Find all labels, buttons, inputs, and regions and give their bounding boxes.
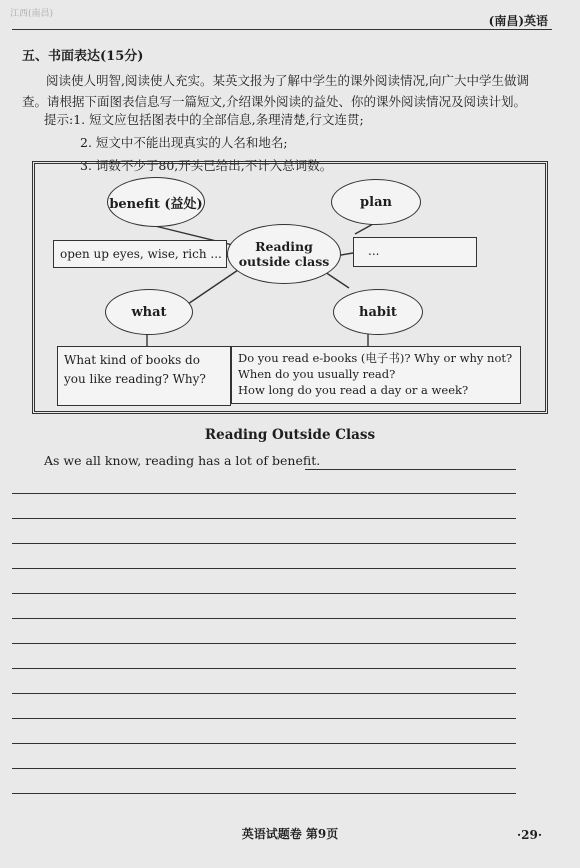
writing-line <box>12 618 516 619</box>
writing-line <box>12 793 516 794</box>
writing-line <box>12 768 516 769</box>
habit-question-1: Do you read e-books (电子书)? Why or why not? <box>238 351 513 365</box>
writing-line <box>12 693 516 694</box>
header-subject: (南昌)英语 <box>488 14 548 28</box>
writing-line <box>12 668 516 669</box>
habit-box <box>231 346 521 404</box>
center-oval <box>227 224 341 284</box>
center-label: Reading outside class <box>238 239 330 269</box>
writing-line <box>12 593 516 594</box>
writing-line <box>12 743 516 744</box>
writing-line <box>12 493 516 494</box>
essay-starter: As we all know, reading has a lot of benefit. <box>44 453 321 468</box>
essay-title: Reading Outside Class <box>204 427 376 443</box>
habit-question-2: When do you usually read? <box>238 367 396 381</box>
benefit-label: benefit (益处) <box>109 196 203 212</box>
writing-line <box>12 543 516 544</box>
what-box: What kind of books do you like reading? Why? <box>57 346 231 406</box>
habit-label: habit <box>359 304 397 320</box>
faint-header-left: 江西(南昌) <box>10 9 54 19</box>
habit-oval <box>333 289 423 335</box>
tip-3: 3. 词数不少于80,开头已给出,不计入总词数。 <box>80 158 333 173</box>
section-title: 五、书面表达(15分) <box>22 49 144 64</box>
plan-oval <box>331 179 421 225</box>
plan-box: ... <box>353 237 477 267</box>
habit-question-3: How long do you read a day or a week? <box>238 383 469 397</box>
tip-2: 2. 短文中不能出现真实的人名和地名; <box>80 135 288 150</box>
tip-1: 提示:1. 短文应包括图表中的全部信息,条理清楚,行文连贯; <box>44 112 364 127</box>
writing-line <box>12 568 516 569</box>
mind-map-diagram <box>32 161 548 414</box>
writing-line <box>305 469 516 470</box>
writing-line <box>12 643 516 644</box>
header-rule <box>12 29 552 30</box>
benefit-box: open up eyes, wise, rich ... <box>53 240 227 268</box>
section-intro: 阅读使人明智,阅读使人充实。某英文报为了解中学生的课外阅读情况,向广大中学生做调查。请根据下面图表信息写一篇短文,介绍课外阅读的益处、你的课外阅读情况及阅读计划。 <box>22 73 529 109</box>
page-footer: 英语试题卷 第9页 <box>241 827 339 841</box>
what-oval <box>105 289 193 335</box>
plan-label: plan <box>360 194 392 210</box>
benefit-oval <box>107 177 205 227</box>
page-number: ·29· <box>516 828 542 842</box>
writing-line <box>12 518 516 519</box>
what-label: what <box>131 304 167 320</box>
writing-line <box>12 718 516 719</box>
